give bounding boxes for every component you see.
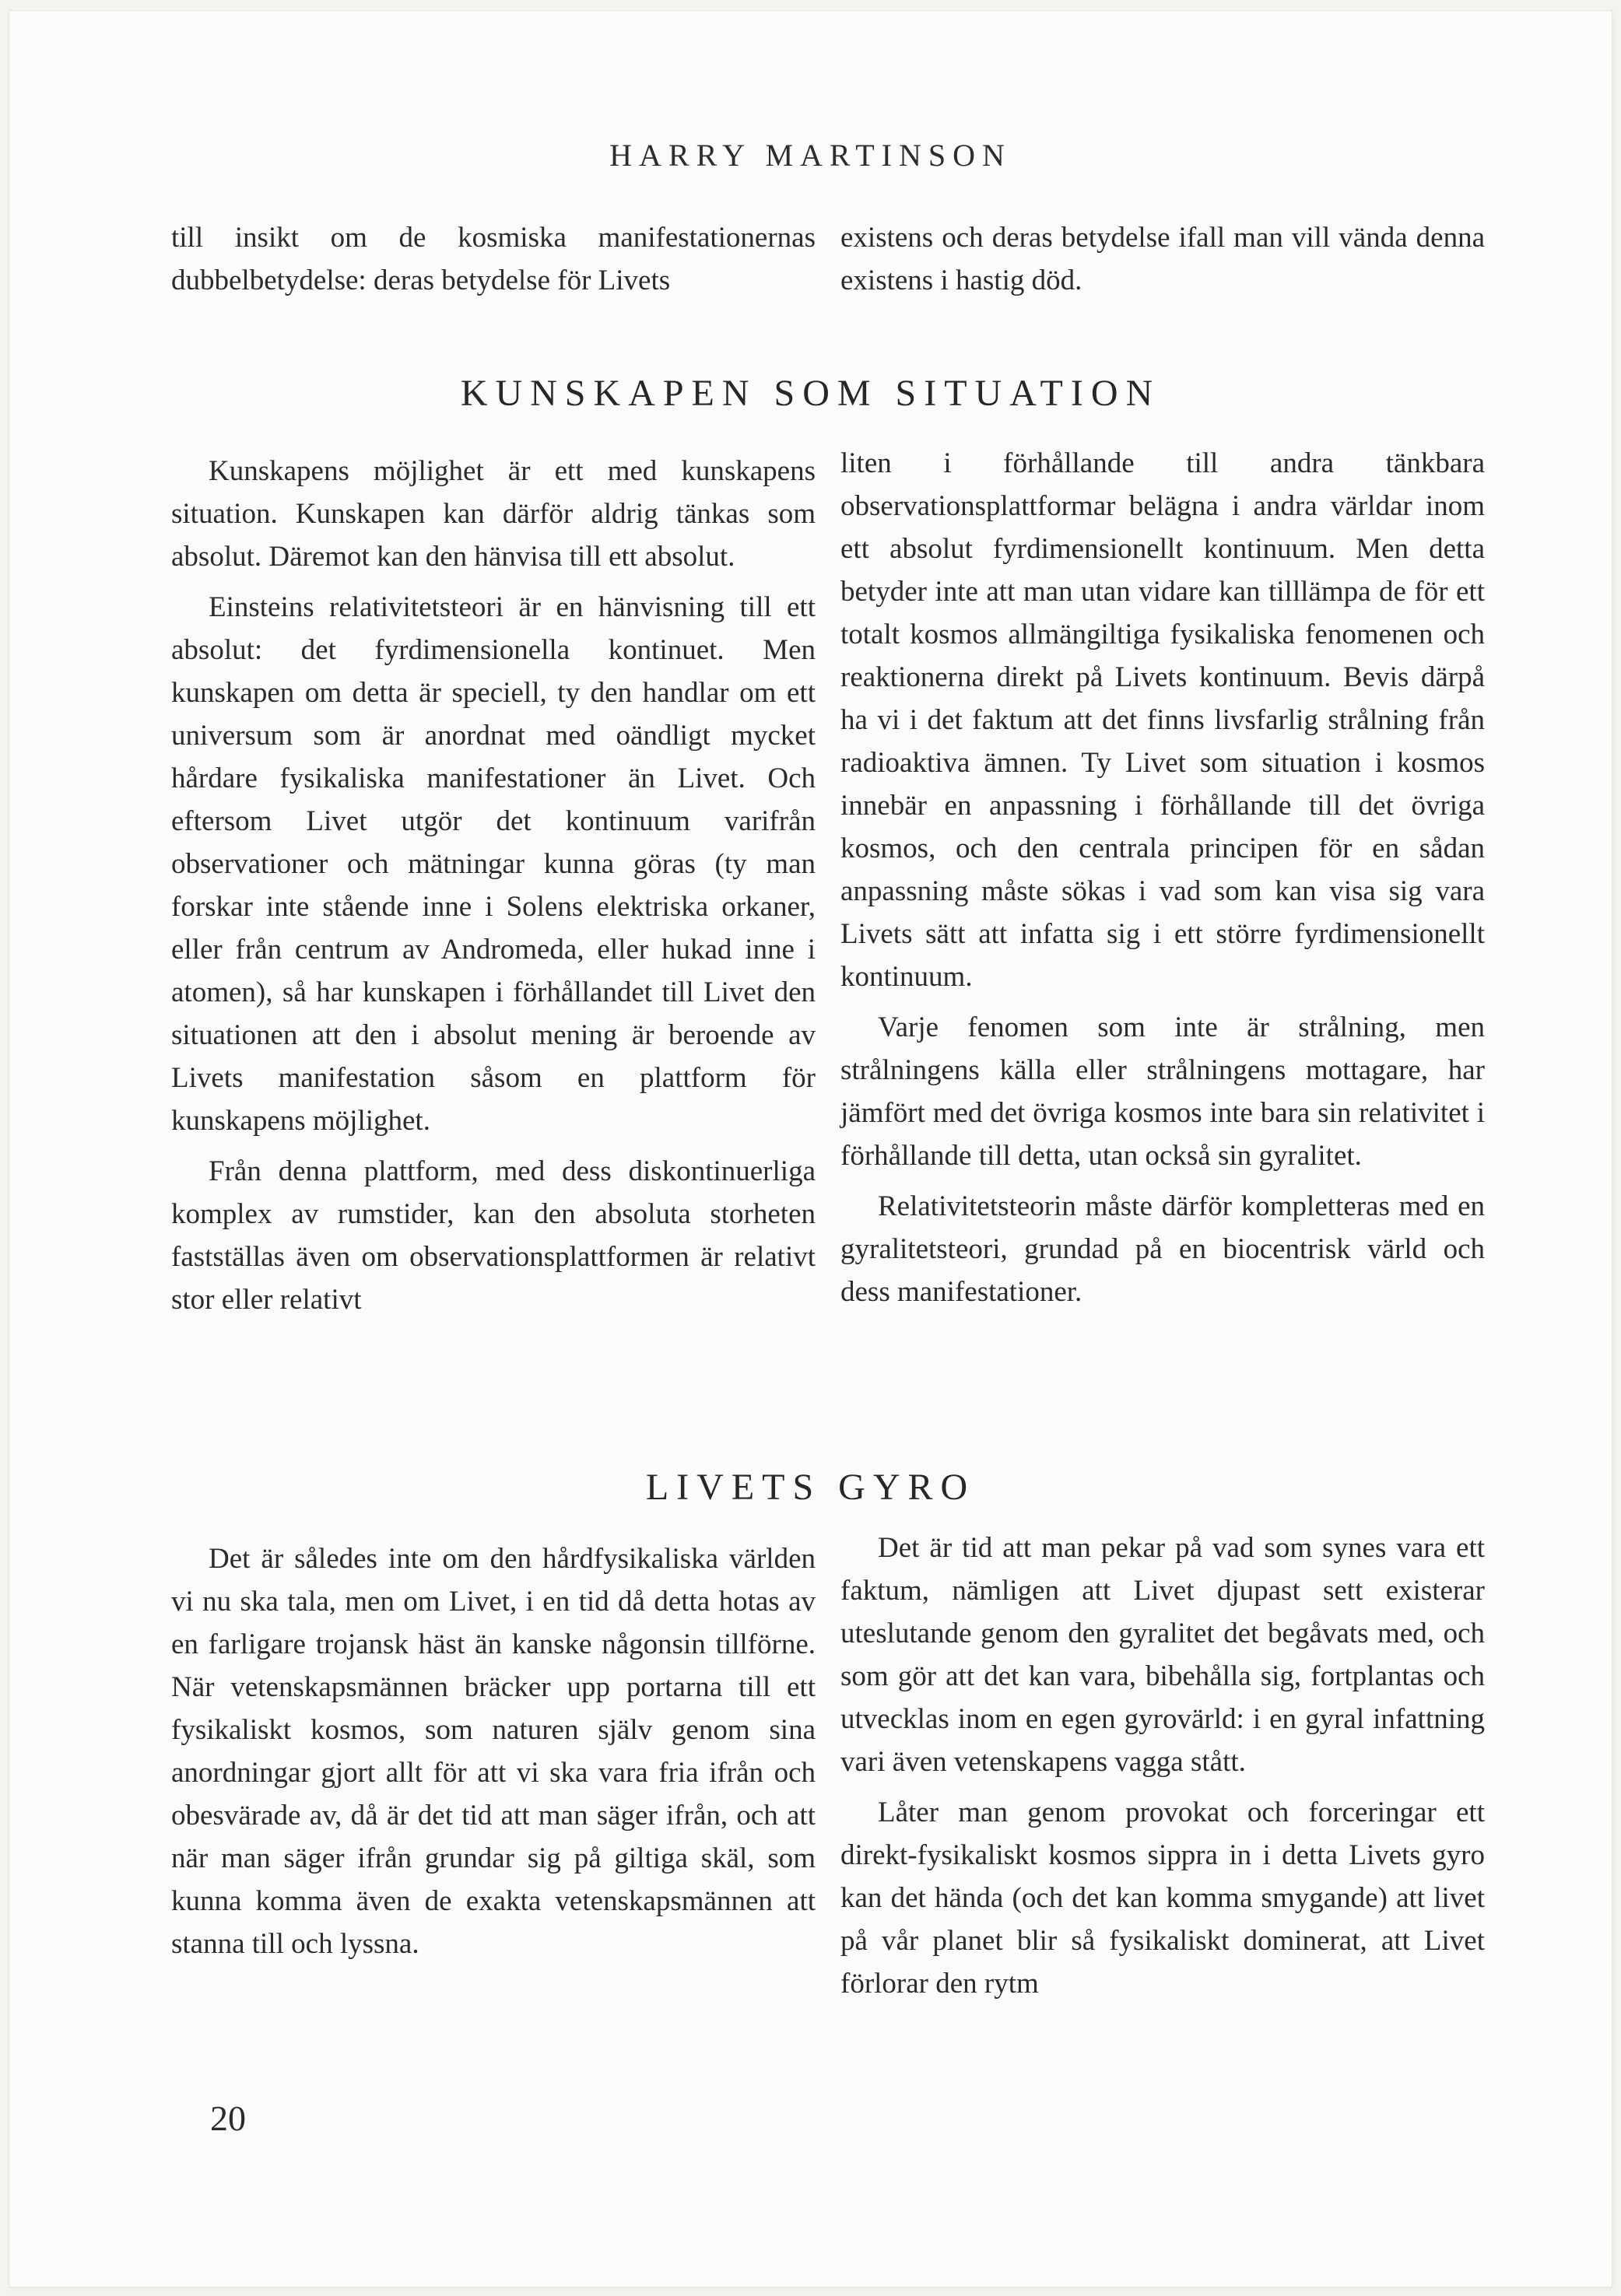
section2-left-column [171,1537,816,1965]
intro-left-column [171,216,816,302]
intro-right-column [840,216,1485,302]
section1-left-column [171,450,816,1321]
page-number: 20 [210,2098,246,2138]
section1-right-paragraph-1: liten i förhållande till andra tänkbara observationsplattformar belägna i andra världar inom ett absolut fyrdimensionellt kontinuum. Men detta betyder inte att man utan vidare kan tilllämpa de för ett totalt kosmos allmängiltiga fysikaliska fenomenen och reaktionerna direkt på Livets kontinuum. Bevis därpå ha vi i det faktum att det finns livsfarlig strålning från radioaktiva ämnen. Ty Livet som situation i kosmos innebär en anpassning i förhållande till det övriga kosmos, och den centrala principen för en sådan anpassning måste sökas i vad som kan visa sig vara Livets sätt att infatta sig i ett större fyrdimensionellt kontinuum. [840,447,1485,993]
section1-right-paragraph-2: Varje fenomen som inte är strålning, men strålningens källa eller strålningens mottagare, har jämfört med det övriga kosmos inte bara sin relativitet i förhållande till detta, utan också sin gyralitet. [840,1011,1485,1172]
section-title-livets-gyro: LIVETS GYRO [645,1467,976,1508]
section2-left-paragraph-1: Det är således inte om den hårdfysikaliska världen vi nu ska tala, men om Livet, i en tid då detta hotas av en farligare trojansk häst än kanske någonsin tillförne. När vetenskapsmännen bräcker upp portarna till ett fysikaliskt kosmos, som naturen själv genom sina anordningar gjort allt för att vi ska vara fria ifrån och obesvärade av, då är det tid att man säger ifrån, och att när man säger ifrån grundar sig på giltiga skäl, som kunna komma även de exakta vetenskapsmännen att stanna till och lyssna. [171,1543,816,1960]
section2-right-column [840,1527,1485,2005]
section2-right-paragraph-1: Det är tid att man pekar på vad som synes vara ett faktum, nämligen att Livet djupast sett existerar uteslutande genom den gyralitet det begåvats med, och som gör att det kan vara, bibehålla sig, fortplantas och utvecklas inom en egen gyrovärld: i en gyral infattning vari även vetenskapens vagga stått. [840,1532,1485,1778]
section1-left-paragraph-2: Einsteins relativitetsteori är en hänvisning till ett absolut: det fyrdimensionella kontinuet. Men kunskapen om detta är speciell, ty den handlar om ett universum som är anordnat med oändligt mycket hårdare fysikaliska manifestationer än Livet. Och eftersom Livet utgör det kontinuum varifrån observationer och mätningar kunna göras (ty man forskar inte stående inne i Solens elektriska orkaner, eller från centrum av Andromeda, eller hukad inne i atomen), så har kunskapen i förhållandet till Livet den situationen att den i absolut mening är beroende av Livets manifestation såsom en plattform för kunskapens möjlighet. [171,591,816,1137]
section1-left-paragraph-3: Från denna plattform, med dess diskontinuerliga komplex av rumstider, kan den absoluta storheten fastställas även om observationsplattformen är relativt stor eller relativt [171,1155,816,1316]
intro-right-text: existens och deras betydelse ifall man vill vända denna existens i hastig död. [840,222,1485,296]
section1-right-column [840,442,1485,1313]
intro-left-text: till insikt om de kosmiska manifestationernas dubbelbetydelse: deras betydelse för Livets [171,222,816,296]
section-title-kunskapen: KUNSKAPEN SOM SITUATION [460,373,1161,414]
section1-left-paragraph-1: Kunskapens möjlighet är ett med kunskapens situation. Kunskapen kan därför aldrig tänkas som absolut. Däremot kan den hänvisa till ett absolut. [171,455,816,573]
section2-right-paragraph-2: Låter man genom provokat och forceringar ett direkt-fysikaliskt kosmos sippra in i detta Livets gyro kan det hända (och det kan komma smygande) att livet på vår planet blir så fysikaliskt dominerat, att Livet förlorar den rytm [840,1796,1485,2000]
section1-right-paragraph-3: Relativitetsteorin måste därför kompletteras med en gyralitetsteori, grundad på en biocentrisk värld och dess manifestationer. [840,1190,1485,1308]
running-head: HARRY MARTINSON [609,138,1012,173]
